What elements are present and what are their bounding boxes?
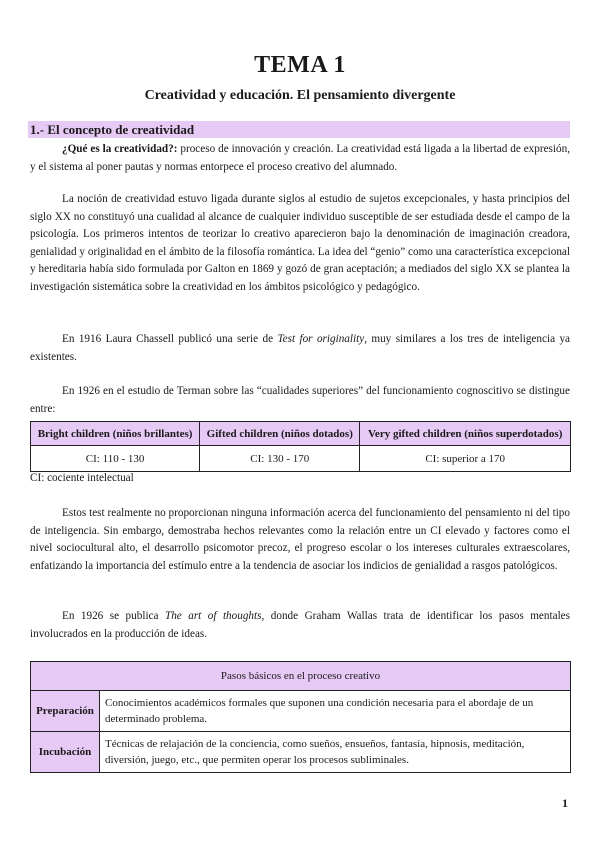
page-number: 1 bbox=[562, 796, 568, 810]
table-note: CI: cociente intelectual bbox=[30, 472, 134, 484]
table-header-cell: Gifted children (niños dotados) bbox=[200, 422, 360, 446]
page-title: TEMA 1 bbox=[254, 52, 346, 78]
paragraph-history: La noción de creatividad estuvo ligada durante siglos al estudio de sujetos excepcionales, y hasta principios del siglo XX no constituyó una cualidad al alcance de cualquier individuo susceptible de ser estudiada desde el campo de la psicología. Los primeros intentos de teorizar lo creativo aparecieron bajo la denominación de imaginación creadora, genialidad y originalidad en el ámbito de la filosofía romántica. La idea del “genio” como una característica excepcional y hereditaria había sido formulada por Galton en 1869 y gozó de gran aceptación; a mediados del siglo XX se plantea la investigación sistemática sobre la creatividad en los ámbitos psicológico y pedagógico. bbox=[30, 193, 570, 293]
definition-text: proceso de innovación y creación. La creatividad está ligada a la libertad de expresión, y el sistema al poner pautas y normas entorpece el proceso creativo del alumnado. bbox=[30, 143, 571, 173]
table-cell: CI: 110 - 130 bbox=[31, 446, 200, 472]
chassell-text-a: En 1916 Laura Chassell publicó una serie de bbox=[62, 333, 278, 345]
row-description: Conocimientos académicos formales que suponen una condición necesaria para el abordaje de un determinado problema. bbox=[100, 691, 571, 732]
wallas-text-a: En 1926 se publica bbox=[62, 610, 165, 622]
table-header-cell: Bright children (niños brillantes) bbox=[31, 422, 200, 446]
table-header-row bbox=[31, 422, 571, 446]
paragraph-terman: En 1926 en el estudio de Terman sobre las “cualidades superiores” del funcionamiento cognoscitivo se distingue entre: bbox=[30, 385, 570, 415]
wallas-book-title: The art of thoughts bbox=[164, 610, 262, 622]
table-header-row bbox=[31, 662, 571, 691]
table-cell: CI: 130 - 170 bbox=[200, 446, 360, 472]
row-label: Incubación bbox=[31, 732, 100, 773]
table-cell: CI: superior a 170 bbox=[360, 446, 571, 472]
table-header-cell: Very gifted children (niños superdotados) bbox=[360, 422, 571, 446]
chassell-text-b: , muy similares a los tres de inteligencia ya existentes. bbox=[30, 333, 570, 363]
row-label: Preparación bbox=[31, 691, 100, 732]
table-row bbox=[31, 446, 571, 472]
table-row bbox=[31, 691, 571, 732]
chassell-test-title: Test for originality bbox=[277, 333, 365, 345]
creative-process-table bbox=[30, 661, 571, 773]
paragraph-definition bbox=[30, 141, 570, 176]
row-description: Técnicas de relajación de la conciencia, como sueños, ensueños, fantasía, hipnosis, meditación, diversión, juego, etc., que permiten operar los procesos subliminales. bbox=[100, 732, 571, 773]
definition-lead: ¿Qué es la creatividad?: bbox=[62, 143, 178, 155]
ci-classification-table bbox=[30, 421, 571, 472]
table-header-cell: Pasos básicos en el proceso creativo bbox=[31, 662, 571, 691]
table-row bbox=[31, 732, 571, 773]
paragraph-test-findings: Estos test realmente no proporcionan ninguna información acerca del funcionamiento del pensamiento ni del tipo de inteligencia. Sin embargo, demostraba hechos relevantes como la relación entre un CI elevado y factores como el nivel sociocultural alto, el desarrollo psicomotor precoz, el progreso escolar o los intereses culturales extraescolares, enfatizando la importancia del estímulo entre a la tendencia de asociar los indicios de genialidad a rasgos patológicos. bbox=[30, 507, 570, 572]
section-heading: 1.- El concepto de creatividad bbox=[28, 121, 570, 138]
page-subtitle: Creatividad y educación. El pensamiento divergente bbox=[144, 88, 456, 103]
paragraph-chassell bbox=[30, 331, 570, 366]
paragraph-wallas bbox=[30, 608, 570, 643]
wallas-text-b: , donde Graham Wallas trata de identificar los pasos mentales involucrados en la producción de ideas. bbox=[30, 610, 570, 640]
